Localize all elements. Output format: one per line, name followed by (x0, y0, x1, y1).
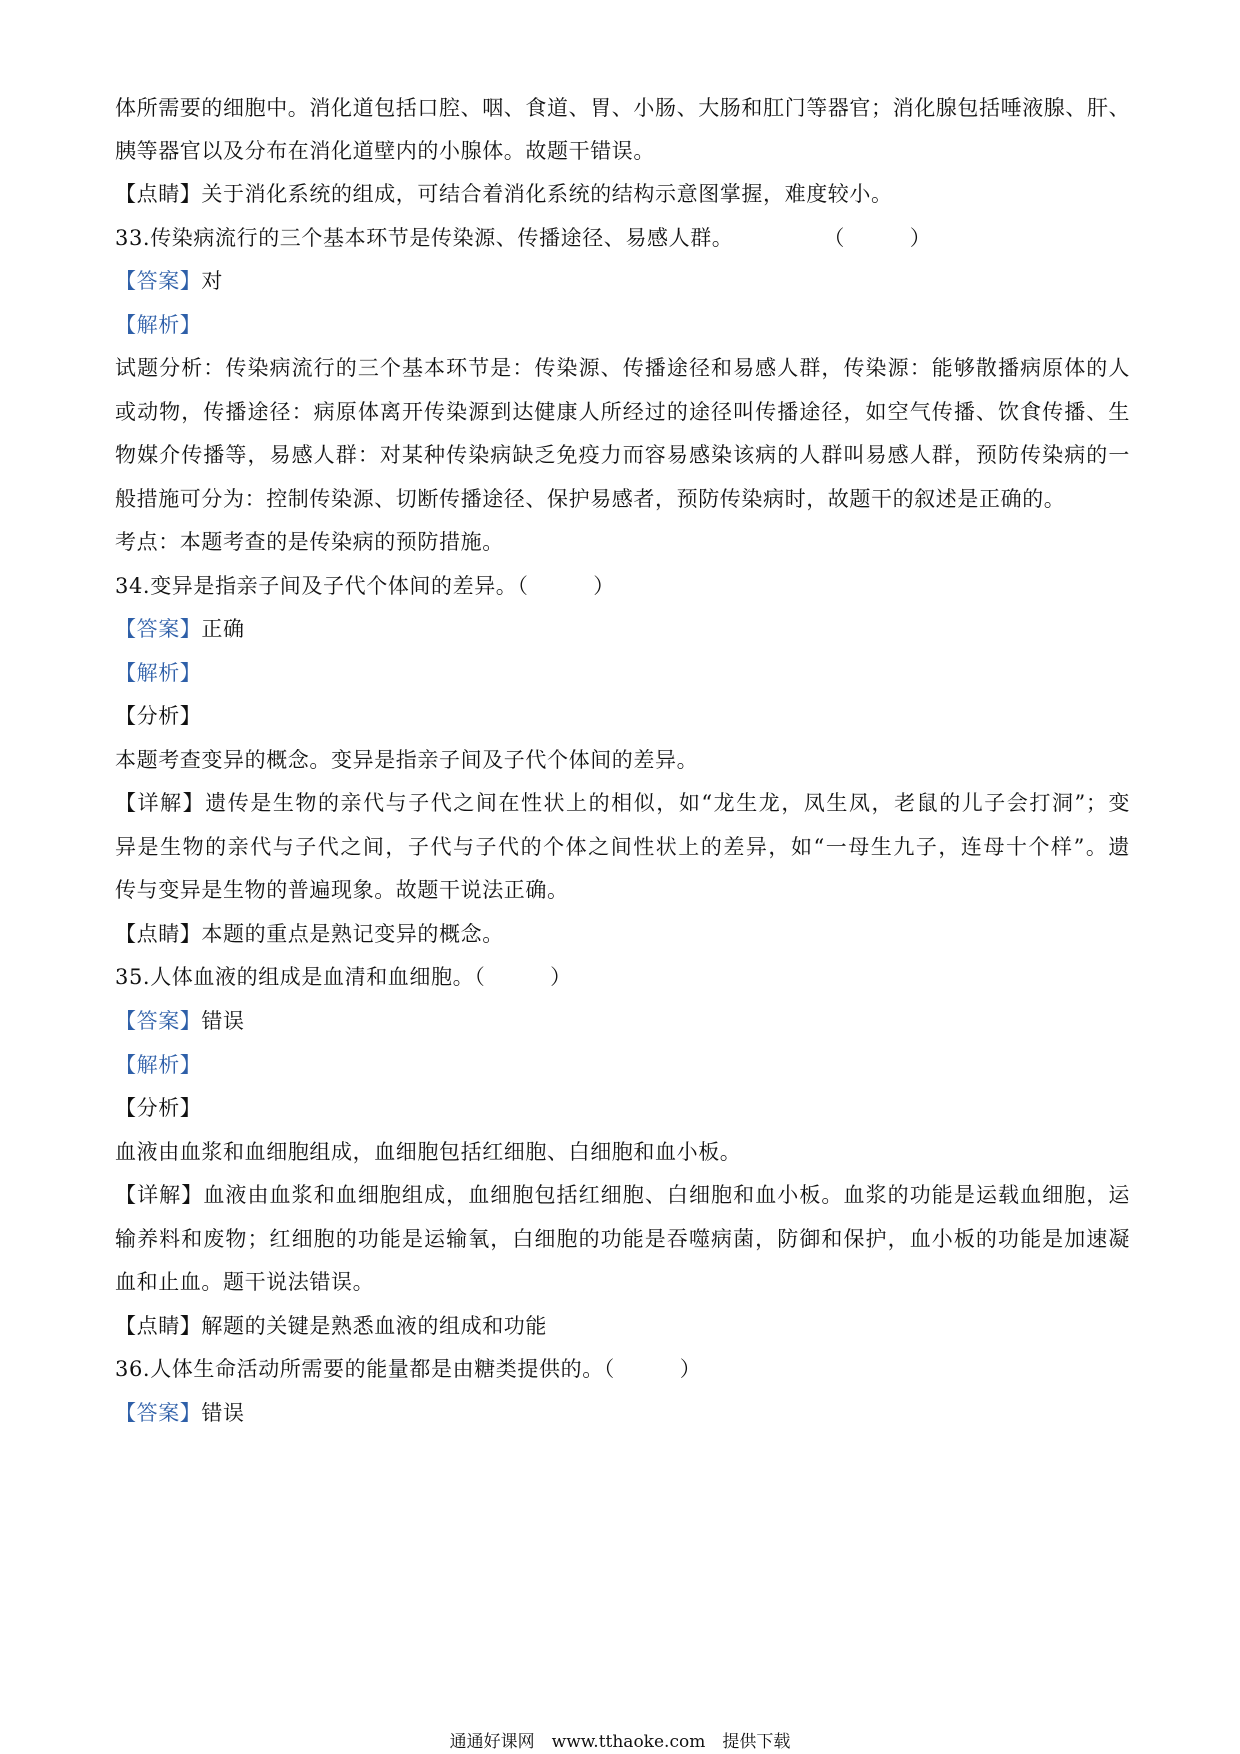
dianjing-text: 本题的重点是熟记变异的概念。 (201, 922, 504, 946)
analysis-line: 试题分析：传染病流行的三个基本环节是：传染源、传播途径和易感人群，传染源：能够散播病原体的人 (115, 356, 1130, 380)
answer-value: 正确 (201, 617, 245, 641)
xiangjie-tag: 【详解】 (115, 791, 206, 815)
answer-tag: 【答案】 (115, 1401, 202, 1425)
xiangjie-tag: 【详解】 (115, 1183, 204, 1207)
analysis-line: 物媒介传播等，易感人群：对某种传染病缺乏免疫力而容易感染该病的人群叫易感人群，预防传染病的一 (115, 443, 1130, 467)
fenxi-tag: 【分析】 (115, 704, 202, 728)
answer-line (115, 615, 1130, 643)
dianjing-line (115, 1312, 1130, 1340)
kaodian-line: 考点：本题考查的是传染病的预防措施。 (115, 530, 504, 554)
dianjing-tag: 【点睛】 (115, 1314, 202, 1338)
answer-value: 对 (201, 269, 224, 293)
fenxi-text: 血液由血浆和血细胞组成，血细胞包括红细胞、白细胞和血小板。 (115, 1140, 742, 1164)
analysis-line: 或动物，传播途径：病原体离开传染源到达健康人所经过的途径叫传播途径，如空气传播、饮食传播、生 (115, 400, 1130, 424)
xiangjie-line: 异是生物的亲代与子代之间，子代与子代的个体之间性状上的差异，如“一母生九子，连母十个样”。遗 (115, 835, 1130, 859)
answer-tag: 【答案】 (115, 1009, 202, 1033)
jiexi-tag: 【解析】 (115, 661, 202, 685)
footer-download-notice: 通通好课网 www.tthaoke.com 提供下载 (449, 1732, 791, 1752)
analysis-line: 般措施可分为：控制传染源、切断传播途径、保护易感者，预防传染病时，故题干的叙述是正确的。 (115, 487, 1066, 511)
question-33 (115, 224, 1130, 252)
xiangjie-line (115, 789, 1130, 817)
answer-tag: 【答案】 (115, 617, 202, 641)
dianjing-line (115, 920, 1130, 948)
answer-value: 错误 (201, 1009, 245, 1033)
answer-line (115, 1399, 1130, 1427)
jiexi-tag: 【解析】 (115, 1053, 202, 1077)
paragraph-line: 体所需要的细胞中。消化道包括口腔、咽、食道、胃、小肠、大肠和肛门等器官；消化腺包括唾液腺、肝、 (115, 96, 1131, 120)
fenxi-tag: 【分析】 (115, 1096, 202, 1120)
answer-line (115, 1007, 1130, 1035)
xiangjie-line: 血和止血。题干说法错误。 (115, 1270, 375, 1294)
xiangjie-line (115, 1181, 1130, 1209)
answer-tag: 【答案】 (115, 269, 202, 293)
fenxi-text: 本题考查变异的概念。变异是指亲子间及子代个体间的差异。 (115, 748, 699, 772)
question-35: 35.人体血液的组成是血清和血细胞。（ ） (115, 965, 572, 989)
xiangjie-text: 血液由血浆和血细胞组成，血细胞包括红细胞、白细胞和血小板。血浆的功能是运载血细胞，运 (203, 1183, 1130, 1207)
answer-line (115, 267, 1130, 295)
xiangjie-text: 遗传是生物的亲代与子代之间在性状上的相似，如“龙生龙，凤生凤，老鼠的儿子会打洞”；变 (205, 791, 1130, 815)
paragraph-line: 胰等器官以及分布在消化道壁内的小腺体。故题干错误。 (115, 139, 655, 163)
dianjing-line (115, 180, 1130, 208)
dianjing-text: 解题的关键是熟悉血液的组成和功能 (201, 1314, 548, 1338)
answer-parentheses: （ ） (823, 226, 932, 250)
xiangjie-line: 输养料和废物；红细胞的功能是运输氧，白细胞的功能是吞噬病菌，防御和保护，血小板的功能是加速凝 (115, 1227, 1130, 1251)
dianjing-tag: 【点睛】 (115, 922, 202, 946)
xiangjie-line: 传与变异是生物的普遍现象。故题干说法正确。 (115, 878, 569, 902)
jiexi-tag: 【解析】 (115, 313, 202, 337)
question-34: 34.变异是指亲子间及子代个体间的差异。（ ） (115, 574, 615, 598)
dianjing-tag: 【点睛】 (115, 182, 202, 206)
dianjing-text: 关于消化系统的组成，可结合着消化系统的结构示意图掌握，难度较小。 (201, 182, 893, 206)
question-36: 36.人体生命活动所需要的能量都是由糖类提供的。（ ） (115, 1357, 702, 1381)
question-text: 33.传染病流行的三个基本环节是传染源、传播途径、易感人群。 (115, 226, 734, 250)
answer-value: 错误 (201, 1401, 245, 1425)
